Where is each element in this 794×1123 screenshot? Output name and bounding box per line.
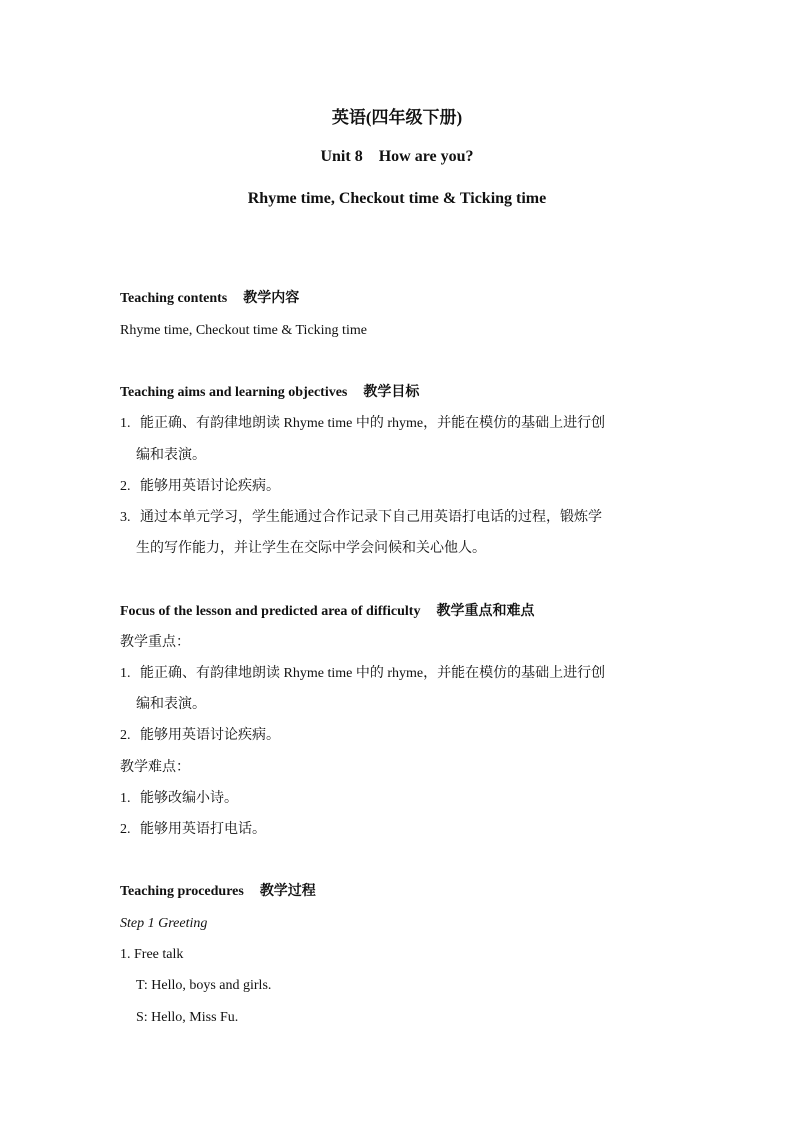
list-text: 通过本单元学习，学生能通过合作记录下自己用英语打电话的过程，锻炼学 (140, 510, 602, 525)
aims-heading-cn: 教学目标 (363, 385, 420, 400)
diff-item-2 (120, 820, 700, 840)
aims-item-2 (120, 477, 700, 497)
list-text: 能够用英语讨论疾病。 (140, 479, 280, 494)
list-number: 1. (120, 416, 131, 431)
list-text: 能正确、有韵律地朗读 Rhyme time 中的 rhyme，并能在模仿的基础上进行创 (140, 416, 606, 431)
aims-item-3-cont: 生的写作能力，并让学生在交际中学会问候和关心他人。 (136, 541, 486, 556)
document-title: 英语(四年级下册) (331, 108, 463, 127)
procedures-heading (120, 882, 700, 902)
key-item-1 (120, 664, 700, 684)
procedures-heading-en: Teaching procedures (120, 884, 244, 899)
list-text: 能正确、有韵律地朗读 Rhyme time 中的 rhyme，并能在模仿的基础上进行创 (140, 666, 606, 681)
key-item-2 (120, 726, 700, 746)
list-number: 2. (120, 728, 131, 743)
list-text: 能够用英语打电话。 (140, 822, 266, 837)
contents-heading (120, 289, 700, 309)
step-heading: Step 1 Greeting (120, 916, 208, 931)
lesson-title: Rhyme time, Checkout time & Ticking time (247, 190, 547, 207)
list-number: 3. (120, 510, 131, 525)
aims-item-1 (120, 414, 700, 434)
focus-heading (120, 602, 700, 622)
contents-heading-en: Teaching contents (120, 291, 228, 306)
sub-heading: 1. Free talk (120, 947, 184, 962)
focus-heading-cn: 教学重点和难点 (436, 604, 535, 619)
key-item-1-cont: 编和表演。 (136, 697, 206, 712)
list-number: 1. (120, 666, 131, 681)
difficulty-label: 教学难点： (120, 760, 190, 775)
dialog-line-2: S: Hello, Miss Fu. (136, 1010, 239, 1025)
aims-heading (120, 383, 700, 403)
unit-title: Unit 8 How are you? (320, 148, 474, 165)
key-points-label: 教学重点： (120, 635, 190, 650)
contents-heading-cn: 教学内容 (243, 291, 300, 306)
contents-text: Rhyme time, Checkout time & Ticking time (120, 323, 367, 338)
focus-heading-en: Focus of the lesson and predicted area of difficulty (120, 604, 421, 619)
dialog-line-1: T: Hello, boys and girls. (136, 978, 272, 993)
aims-item-3 (120, 508, 700, 528)
list-text: 能够改编小诗。 (140, 791, 238, 806)
list-number: 1. (120, 791, 131, 806)
diff-item-1 (120, 789, 700, 809)
procedures-heading-cn: 教学过程 (259, 884, 316, 899)
list-text: 能够用英语讨论疾病。 (140, 728, 280, 743)
list-number: 2. (120, 822, 131, 837)
aims-heading-en: Teaching aims and learning objectives (120, 385, 348, 400)
list-number: 2. (120, 479, 131, 494)
aims-item-1-cont: 编和表演。 (136, 448, 206, 463)
